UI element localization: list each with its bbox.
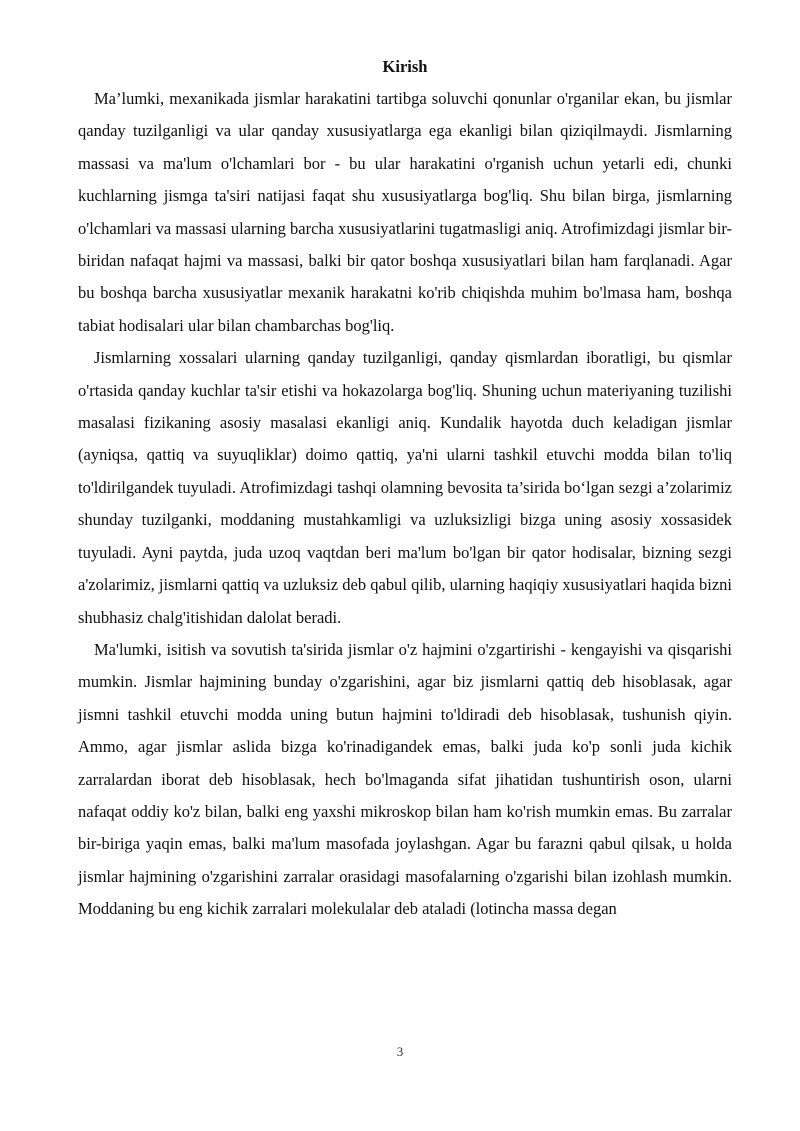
paragraph-2: Jismlarning xossalari ularning qanday tuzilganligi, qanday qismlardan iboratligi, bu qismlar o'rtasida qanday kuchlar ta'sir etishi va hokazolarga bog'liq. Shuning uchun materiyaning tuzilishi masalasi fizikaning asosiy masalasi ekanligi aniq. Kundalik hayotda duch keladigan jismlar (ayniqsa, qattiq va suyuqliklar) doimo qattiq, ya'ni ularni tashkil etuvchi modda bilan to'liq to'ldirilgandek tuyuladi. Atrofimizdagi tashqi olamning bevosita ta’sirida bo‘lgan sezgi a’zolarimiz shunday tuzilganki, moddaning mustahkamligi va uzluksizligi bizga uning asosiy xossasidek tuyuladi. Ayni paytda, juda uzoq vaqtdan beri ma'lum bo'lgan bir qator hodisalar, bizning sezgi a'zolarimiz, jismlarni qattiq va uzluksiz deb qabul qilib, ularning haqiqiy xususiyatlari haqida bizni shubhasiz chalg'itishidan dalolat beradi. [78,348,732,627]
paragraph-1: Ma’lumki, mexanikada jismlar harakatini tartibga soluvchi qonunlar o'rganilar ekan, bu jismlar qanday tuzilganligi va ular qanday xususiyatlarga ega ekanligi bilan qiziqilmaydi. Jismlarning massasi va ma'lum o'lchamlari bor - bu ular harakatini o'rganish uchun yetarli edi, chunki kuchlarning jismga ta'siri natijasi faqat shu xususiyatlarga bog'liq. Shu bilan birga, jismlarning o'lchamlari va massasi ularning barcha xususiyatlarini tugatmasligi aniq. Atrofimizdagi jismlar bir-biridan nafaqat hajmi va massasi, balki bir qator boshqa xususiyatlari bilan ham farqlanadi. Agar bu boshqa barcha xususiyatlar mexanik harakatni ko'rib chiqishda muhim bo'lmasa ham, boshqa tabiat hodisalari ular bilan chambarchas bog'liq. [78,89,732,335]
paragraph-3: Ma'lumki, isitish va sovutish ta'sirida jismlar o'z hajmini o'zgartirishi - kengayishi va qisqarishi mumkin. Jismlar hajmining bunday o'zgarishini, agar biz jismlarni qattiq deb hisoblasak, agar jismni tashkil etuvchi modda uning butun hajmini to'ldiradi deb hisoblasak, tushunish qiyin. Ammo, agar jismlar aslida bizga ko'rinadigandek emas, balki juda ko'p sonli juda kichik zarralardan iborat deb hisoblasak, hech bo'lmaganda sifat jihatidan tushuntirish oson, ularni nafaqat oddiy ko'z bilan, balki eng yaxshi mikroskop bilan ham ko'rish mumkin emas. Bu zarralar bir-biriga yaqin emas, balki ma'lum masofada joylashgan. Agar bu farazni qabul qilsak, u holda jismlar hajmining o'zgarishini zarralar orasidagi masofalarning o'zgarishi bilan izohlash mumkin. Moddaning bu eng kichik zarralari molekulalar deb ataladi (lotincha massa degan [78,639,732,919]
page-number: 3 [396,1044,404,1059]
page-title: Kirish [382,57,428,76]
